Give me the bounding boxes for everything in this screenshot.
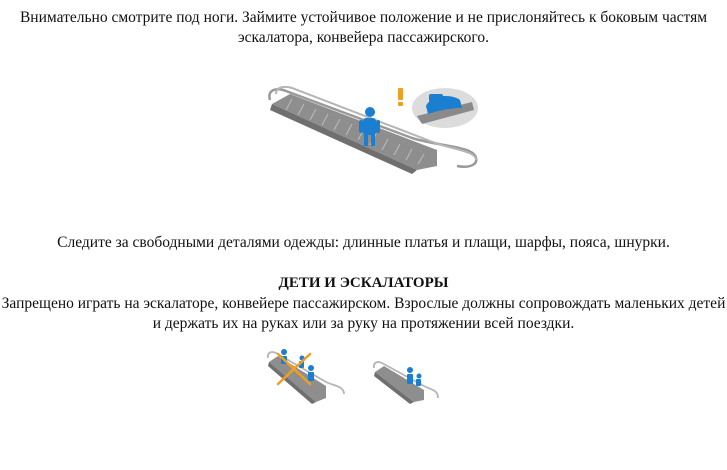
instruction-clothing: Следите за свободными деталями одежды: длинные платья и плащи, шарфы, пояса, шнурки. [57,234,670,251]
adult-child-icon [407,367,422,386]
section-heading-children: ДЕТИ И ЭСКАЛАТОРЫ [278,275,449,291]
foot-detail-icon [412,88,478,128]
escalator-illustration [262,82,484,178]
warning-exclamation-icon [398,88,403,106]
instruction-children: Запрещено играть на эскалаторе, конвейере пассажирском. Взрослые должны сопровождать маленьких детей и держать их на руках или за руку на протяжении всей поездки. [1,295,726,332]
adult-holding-child-illustration [370,358,440,404]
instruction-watch-step: Внимательно смотрите под ноги. Займите устойчивое положение и не прислоняйтесь к боковым частям эскалатора, конвейера пассажирского. [19,9,708,46]
children-playing-prohibited-illustration [264,346,346,406]
